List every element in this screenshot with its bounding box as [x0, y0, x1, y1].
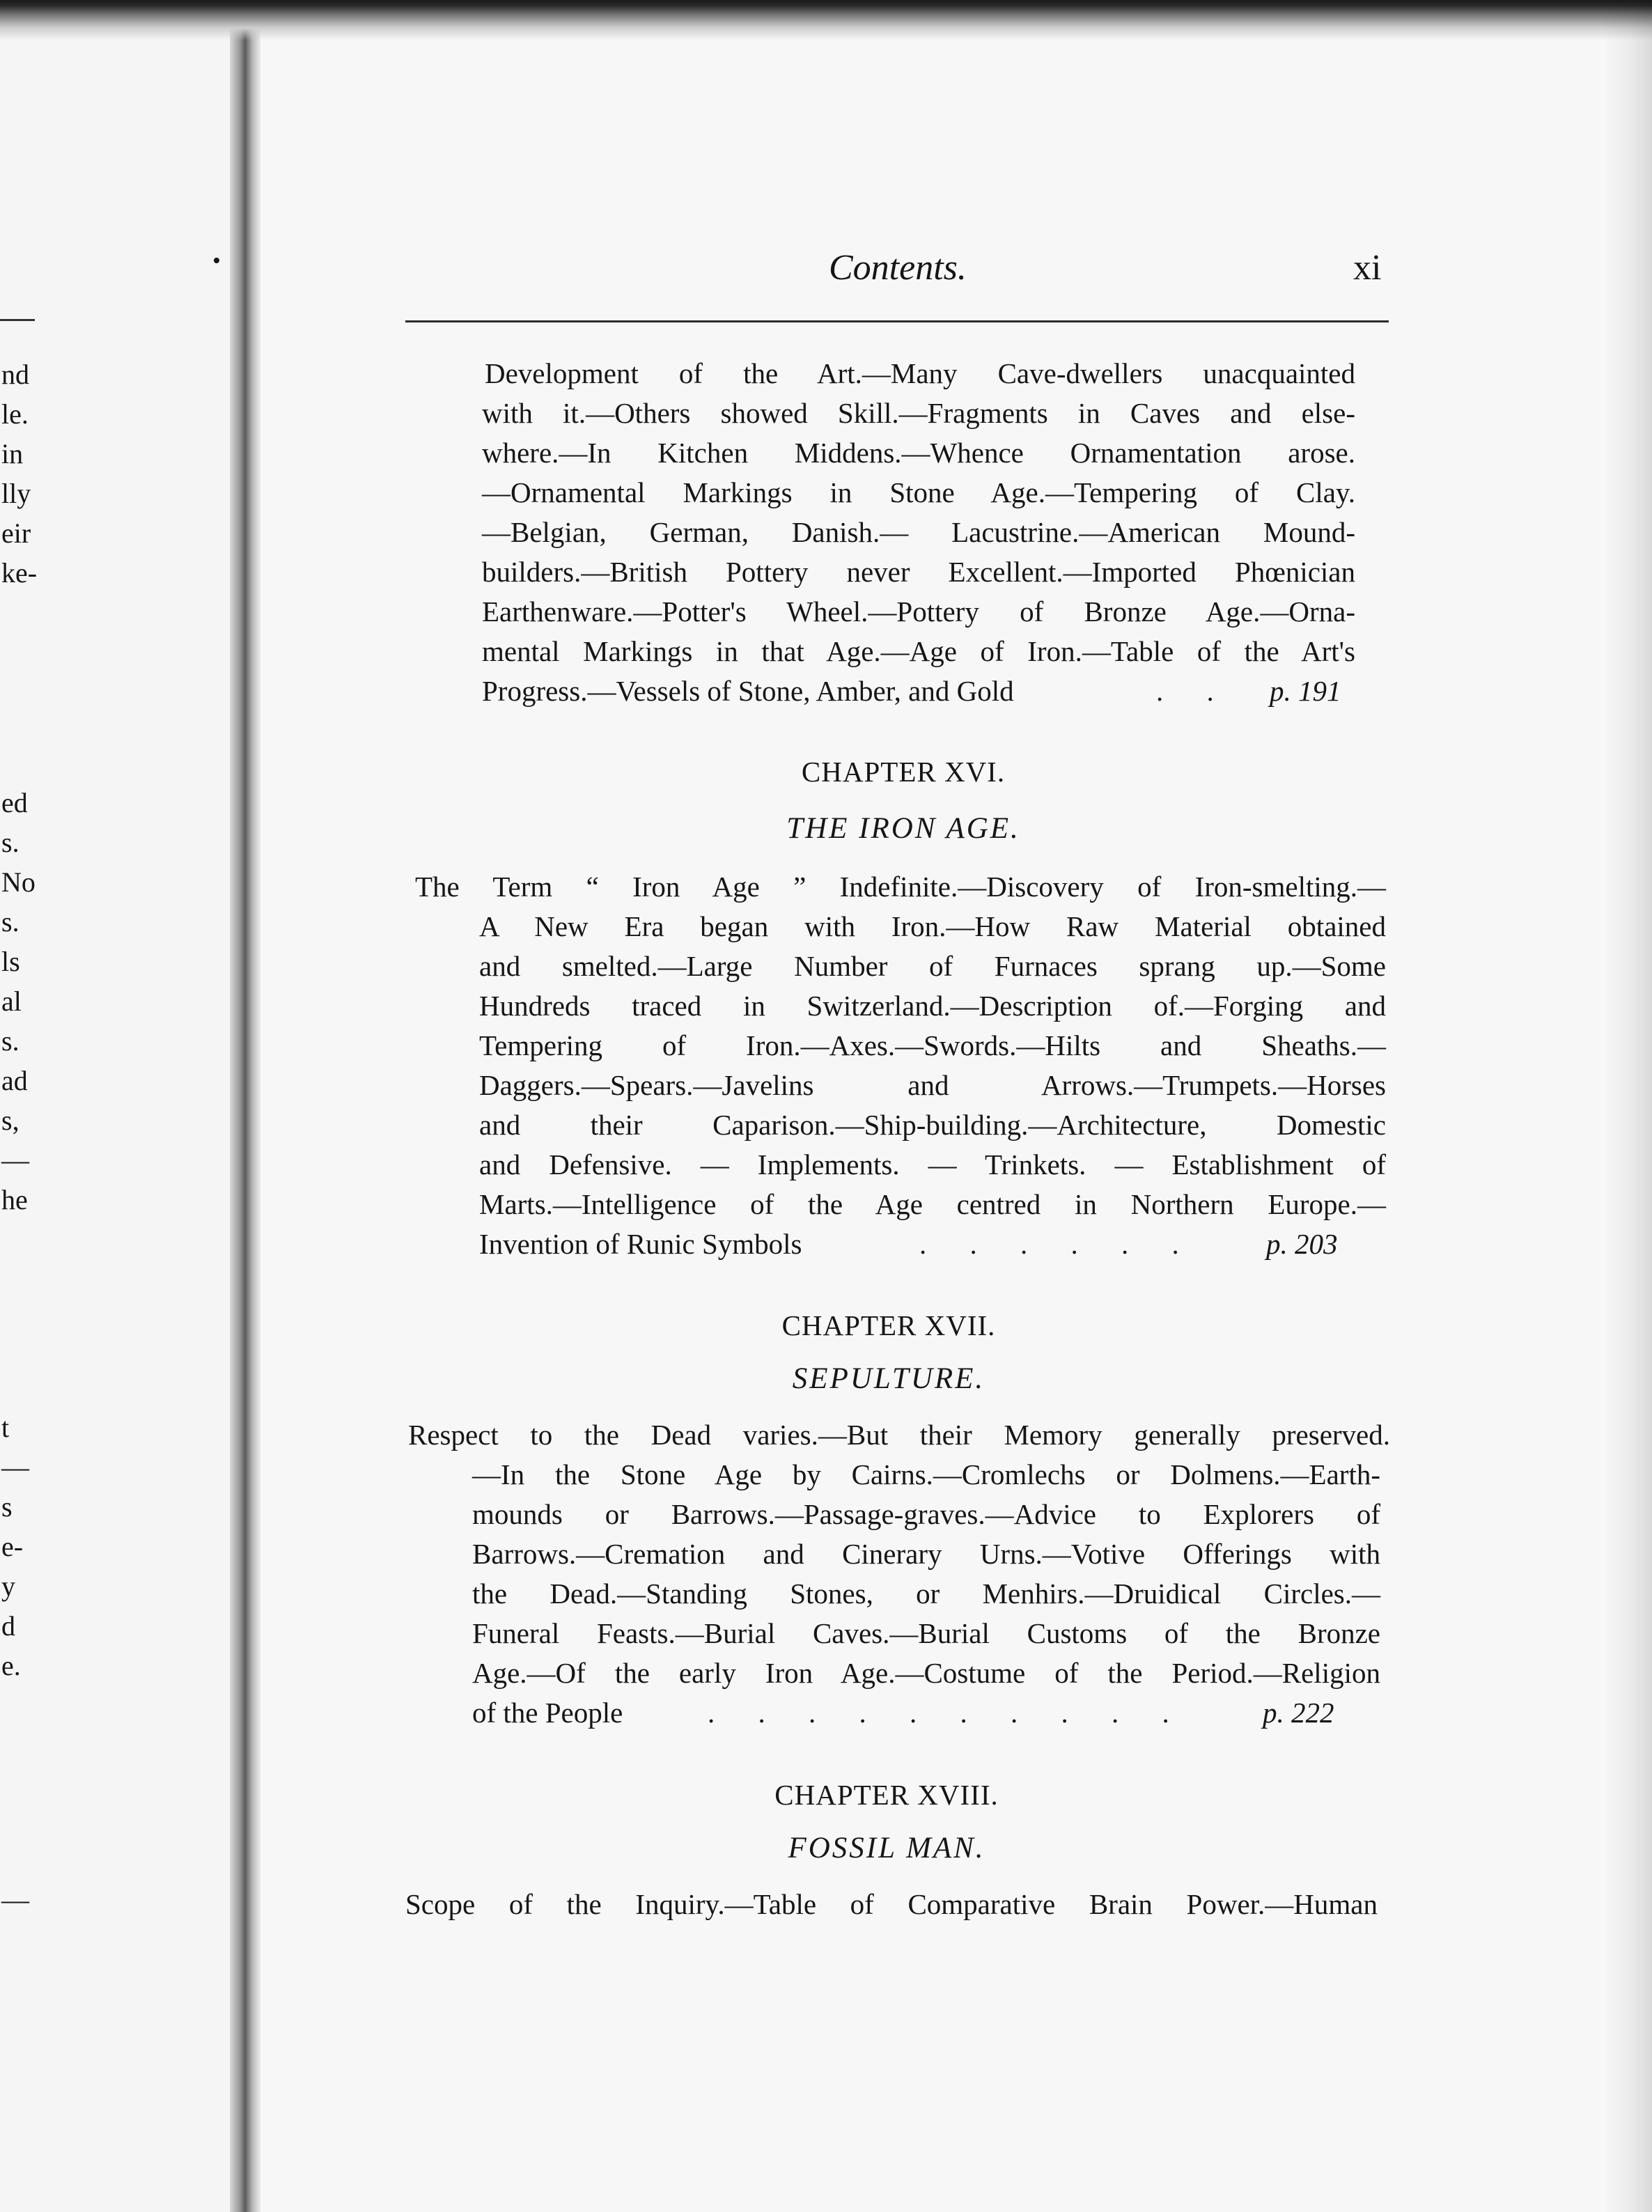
contents-line: Daggers.—Spears.—Javelins and Arrows.—Trumpets.—Horses: [479, 1069, 1386, 1101]
left-page-fragment: y: [1, 1571, 15, 1602]
contents-line: Scope of the Inquiry.—Table of Comparative Brain Power.—Human: [405, 1888, 1378, 1920]
contents-last-line: [482, 671, 1014, 711]
dot-leader: . . . . . .: [919, 1228, 1197, 1260]
page-number: xi: [1353, 248, 1382, 288]
left-page-fragment: —: [1, 1451, 29, 1483]
page-reference: p. 222: [1263, 1697, 1334, 1729]
dot-leader: . .: [1156, 675, 1232, 707]
left-page-fragment: s.: [1, 1025, 20, 1057]
left-page-fragment: e-: [1, 1531, 24, 1562]
left-page-fragment: le.: [1, 398, 29, 430]
contents-line: Development of the Art.—Many Cave-dwellers unacquainted: [485, 357, 1355, 389]
contents-line: —In the Stone Age by Cairns.—Cromlechs or Dolmens.—Earth-: [472, 1458, 1380, 1490]
contents-line: Tempering of Iron.—Axes.—Swords.—Hilts and Sheaths.—: [479, 1029, 1386, 1061]
chapter-heading: CHAPTER XVII.: [781, 1309, 996, 1341]
chapter-title: FOSSIL MAN.: [788, 1832, 985, 1864]
contents-line: The Term “ Iron Age ” Indefinite.—Discovery of Iron-smelting.—: [415, 871, 1386, 903]
entry-text: of the People: [472, 1697, 623, 1729]
left-page-fragment: lly: [1, 478, 31, 509]
stray-mark: •: [212, 248, 221, 274]
dot-leader: . . . . . . . . . .: [708, 1697, 1187, 1729]
left-page-fragment: d: [1, 1610, 15, 1642]
contents-line: and Defensive. — Implements. — Trinkets. — Establishment of: [479, 1148, 1386, 1181]
left-page-fragment: —: [1, 1884, 29, 1915]
contents-line: Respect to the Dead varies.—But their Memory generally preserved.: [408, 1419, 1390, 1451]
left-page-fragment: s,: [1, 1105, 20, 1136]
left-page-fragment: s.: [1, 906, 20, 937]
left-page-fragment: ls: [1, 946, 20, 977]
contents-line: Hundreds traced in Switzerland.—Description of.—Forging and: [479, 990, 1386, 1022]
left-page-fragment: al: [1, 986, 22, 1017]
left-page-fragment: eir: [1, 517, 31, 549]
left-page-fragment: No: [1, 866, 36, 898]
contents-line: where.—In Kitchen Middens.—Whence Ornamentation arose.: [482, 437, 1355, 469]
page-edge-shadow: [1603, 0, 1652, 2212]
contents-line: and their Caparison.—Ship-building.—Architecture, Domestic: [479, 1109, 1386, 1141]
left-page-fragment: ke-: [1, 557, 38, 589]
contents-line: Barrows.—Cremation and Cinerary Urns.—Votive Offerings with: [472, 1538, 1380, 1570]
page-reference: p. 191: [1270, 675, 1341, 707]
contents-line: and smelted.—Large Number of Furnaces sprang up.—Some: [479, 950, 1386, 982]
entry-text: Invention of Runic Symbols: [479, 1228, 802, 1260]
entry-text: Progress.—Vessels of Stone, Amber, and Gold: [482, 675, 1014, 707]
left-page-fragment: t: [1, 1412, 10, 1443]
chapter-heading: CHAPTER XVI.: [801, 756, 1006, 788]
contents-line: the Dead.—Standing Stones, or Menhirs.—Druidical Circles.—: [472, 1578, 1380, 1610]
left-page-fragment: —: [1, 1144, 29, 1176]
left-page-fragment: e.: [1, 1650, 21, 1681]
contents-last-line: [472, 1693, 623, 1733]
contents-line: mounds or Barrows.—Passage-graves.—Advice to Explorers of: [472, 1498, 1380, 1530]
running-head: Contents.: [829, 248, 967, 288]
contents-line: Funeral Feasts.—Burial Caves.—Burial Customs of the Bronze: [472, 1617, 1380, 1649]
contents-line: mental Markings in that Age.—Age of Iron.—Table of the Art's: [482, 635, 1355, 667]
chapter-title: THE IRON AGE.: [786, 812, 1020, 845]
left-page-rule: [0, 319, 35, 321]
left-page-fragment: ed: [1, 787, 28, 818]
contents-line: —Ornamental Markings in Stone Age.—Tempering of Clay.: [482, 476, 1355, 508]
contents-line: Age.—Of the early Iron Age.—Costume of the Period.—Religion: [472, 1657, 1380, 1689]
contents-last-line: [479, 1224, 802, 1264]
chapter-title: SEPULTURE.: [792, 1362, 985, 1395]
contents-line: with it.—Others showed Skill.—Fragments in Caves and else-: [482, 397, 1355, 429]
left-page-fragment: in: [1, 438, 24, 469]
left-page-fragment: s: [1, 1491, 13, 1522]
contents-line: Earthenware.—Potter's Wheel.—Pottery of Bronze Age.—Orna-: [482, 595, 1355, 628]
chapter-heading: CHAPTER XVIII.: [774, 1779, 999, 1811]
contents-line: Marts.—Intelligence of the Age centred in Northern Europe.—: [479, 1188, 1386, 1220]
contents-line: —Belgian, German, Danish.— Lacustrine.—American Mound-: [482, 516, 1355, 548]
page-top-edge: [0, 0, 1652, 40]
contents-line: builders.—British Pottery never Excellent.—Imported Phœnician: [482, 556, 1355, 588]
book-gutter: [230, 21, 260, 2212]
left-page-fragment: s.: [1, 827, 20, 858]
header-rule: [405, 320, 1389, 322]
page-reference: p. 203: [1266, 1228, 1338, 1260]
left-page-fragment: ad: [1, 1065, 28, 1096]
left-page-fragment: nd: [1, 359, 29, 390]
contents-line: A New Era began with Iron.—How Raw Material obtained: [479, 910, 1386, 942]
left-page-fragment: he: [1, 1184, 28, 1215]
